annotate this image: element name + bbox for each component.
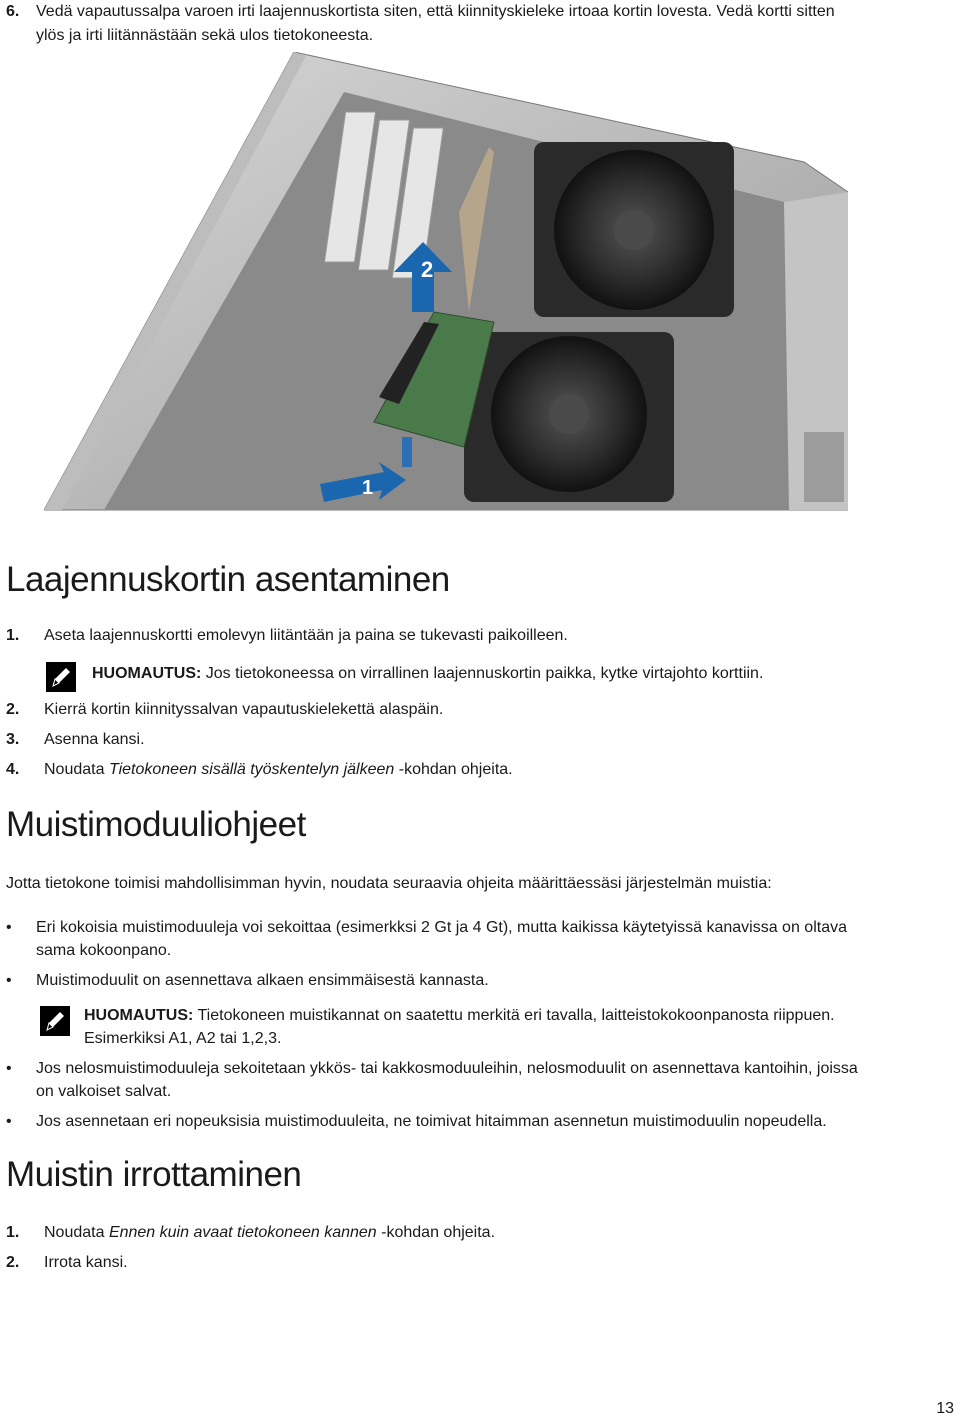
step-number: 6. [6,3,20,20]
note-label: HUOMAUTUS: [92,665,202,682]
section-title-memory-removal: Muistin irrottaminen [6,1155,302,1194]
memory-intro: Jotta tietokone toimisi mahdollisimman hyvin, noudata seuraavia ohjeita määrittäessäsi järjestelmän muistia: [6,875,772,892]
bullet-text-line1: Muistimoduulit on asennettava alkaen ensimmäisestä kannasta. [36,972,489,989]
bullet-dot-icon: • [6,1060,12,1077]
note-text-line2: Esimerkiksi A1, A2 tai 1,2,3. [84,1030,282,1047]
step-number: 2. [6,1254,20,1271]
step-text-post: -kohdan ohjeita. [376,1224,496,1241]
callout-1: 1 [362,477,374,499]
callout-2: 2 [421,257,434,282]
note-text-line1: Tietokoneen muistikannat on saatettu merkitä eri tavalla, laitteistokokoonpanosta riippuen. [193,1007,835,1024]
step-number: 3. [6,731,20,748]
step-text: Irrota kansi. [44,1254,128,1271]
bullet-dot-icon: • [6,1113,12,1130]
step-number: 1. [6,1224,20,1241]
bullet-dot-icon: • [6,972,12,989]
bullet-text-line1: Eri kokoisia muistimoduuleja voi sekoittaa (esimerkksi 2 Gt ja 4 Gt), mutta kaikissa käytetyissä kanavissa on oltava [36,919,847,936]
step-text-pre: Noudata [44,1224,109,1241]
section-title-memory-guidelines: Muistimoduuliohjeet [6,805,306,844]
step-number: 4. [6,761,20,778]
step-number: 1. [6,627,20,644]
note-label: HUOMAUTUS: [84,1007,194,1024]
bullet-text-line1: Jos nelosmuistimoduuleja sekoitetaan ykkös- tai kakkosmoduuleihin, nelosmoduulit on asennettava kantoihin, joissa [36,1060,858,1077]
note-text: Jos tietokoneessa on virrallinen laajennuskortin paikka, kytke virtajohto korttiin. [201,665,764,682]
expansion-card-removal-illustration [44,52,848,512]
bullet-dot-icon: • [6,919,12,936]
page-number: 13 [936,1400,954,1417]
section-title-expansion-install: Laajennuskortin asentaminen [6,560,450,599]
step-text-pre: Noudata [44,761,109,778]
step-text: Aseta laajennuskortti emolevyn liitäntään ja paina se tukevasti paikoilleen. [44,627,568,644]
step-link-reference: Ennen kuin avaat tietokoneen kannen [108,1224,377,1241]
bullet-text-line1: Jos asennetaan eri nopeuksisia muistimoduuleita, ne toimivat hitaimman asennetun muistimoduulin nopeudella. [36,1113,827,1130]
step-text-post: -kohdan ohjeita. [394,761,513,778]
note-pencil-icon [40,1006,70,1036]
step-text: Kierrä kortin kiinnityssalvan vapautuskielekettä alaspäin. [44,701,444,718]
bullet-text-line2: on valkoiset salvat. [36,1083,172,1100]
step-text-line1: Vedä vapautussalpa varoen irti laajennuskortista siten, että kiinnityskieleke irtoaa kortin lovesta. Vedä kortti sitten [36,3,835,20]
bullet-text-line2: sama kokoonpano. [36,942,172,959]
step-text-line2: ylös ja irti liitännästään sekä ulos tietokoneesta. [36,27,374,44]
step-link-reference: Tietokoneen sisällä työskentelyn jälkeen [108,761,395,778]
step-number: 2. [6,701,20,718]
note-pencil-icon [46,662,76,692]
step-text: Asenna kansi. [44,731,145,748]
